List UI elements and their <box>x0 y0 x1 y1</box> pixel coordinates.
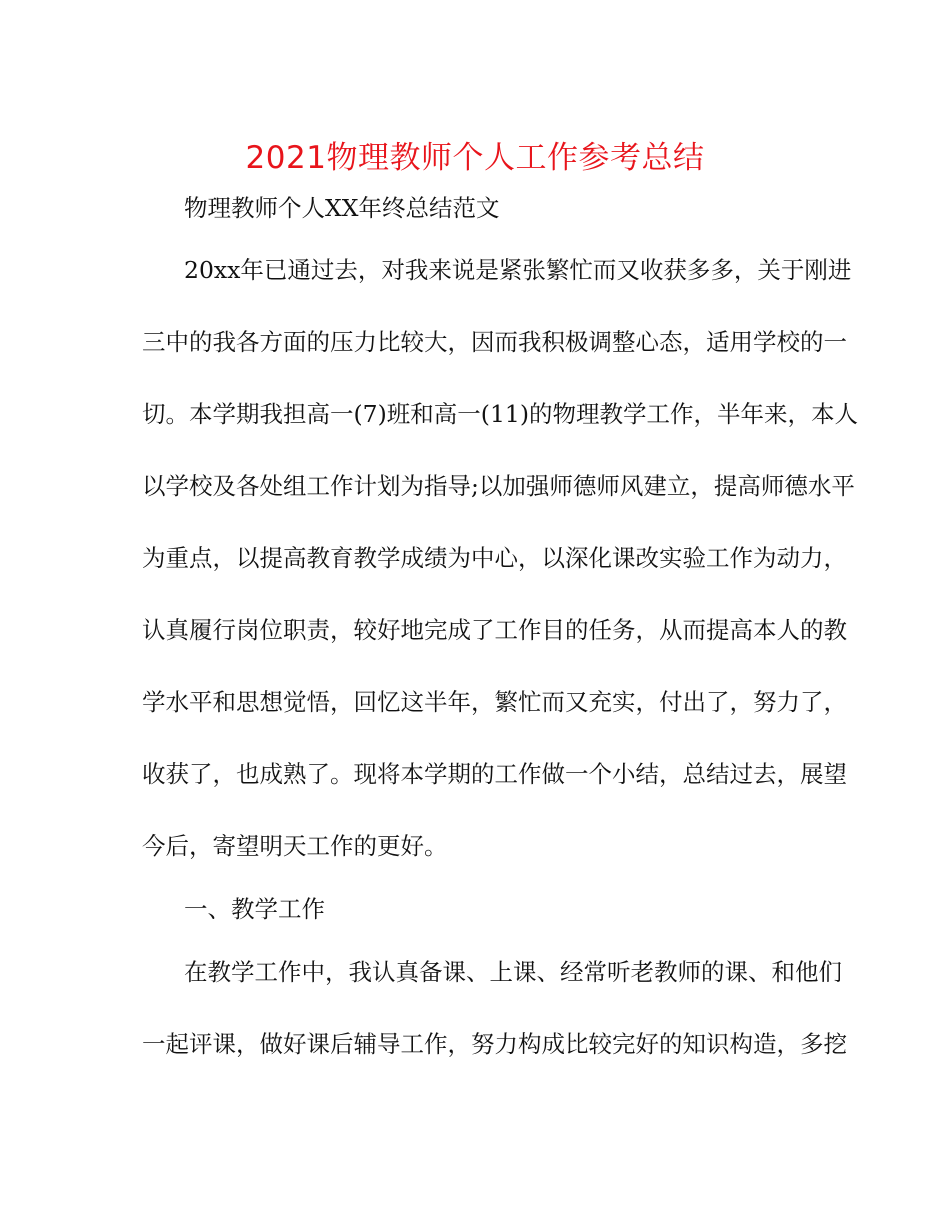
paragraph-1-line-7: 学水平和思想觉悟，回忆这半年，繁忙而又充实，付出了，努力了， <box>142 688 847 716</box>
paragraph-1-line-5: 为重点，以提高教育教学成绩为中心，以深化课改实验工作为动力， <box>142 544 847 572</box>
paragraph-1-line-2: 三中的我各方面的压力比较大，因而我积极调整心态，适用学校的一 <box>142 328 847 356</box>
document-subtitle: 物理教师个人XX年终总结范文 <box>184 194 500 222</box>
paragraph-1-line-1: 20xx年已通过去，对我来说是紧张繁忙而又收获多多，关于刚进 <box>184 256 852 284</box>
paragraph-2-line-2: 一起评课，做好课后辅导工作，努力构成比较完好的知识构造，多挖 <box>142 1030 847 1058</box>
paragraph-1-line-6: 认真履行岗位职责，较好地完成了工作目的任务，从而提高本人的教 <box>142 616 847 644</box>
paragraph-2-line-1: 在教学工作中，我认真备课、上课、经常听老教师的课、和他们 <box>184 958 842 986</box>
paragraph-1-line-8: 收获了，也成熟了。现将本学期的工作做一个小结，总结过去，展望 <box>142 760 847 788</box>
section-1-heading: 一、教学工作 <box>184 895 325 923</box>
paragraph-1-line-9: 今后，寄望明天工作的更好。 <box>142 832 448 860</box>
paragraph-1-line-3: 切。本学期我担高一(7)班和高一(11)的物理教学工作，半年来，本人 <box>142 400 859 428</box>
document-title: 2021物理教师个人工作参考总结 <box>245 140 705 176</box>
paragraph-1-line-4: 以学校及各处组工作计划为指导;以加强师德师风建立，提高师德水平 <box>142 472 855 500</box>
